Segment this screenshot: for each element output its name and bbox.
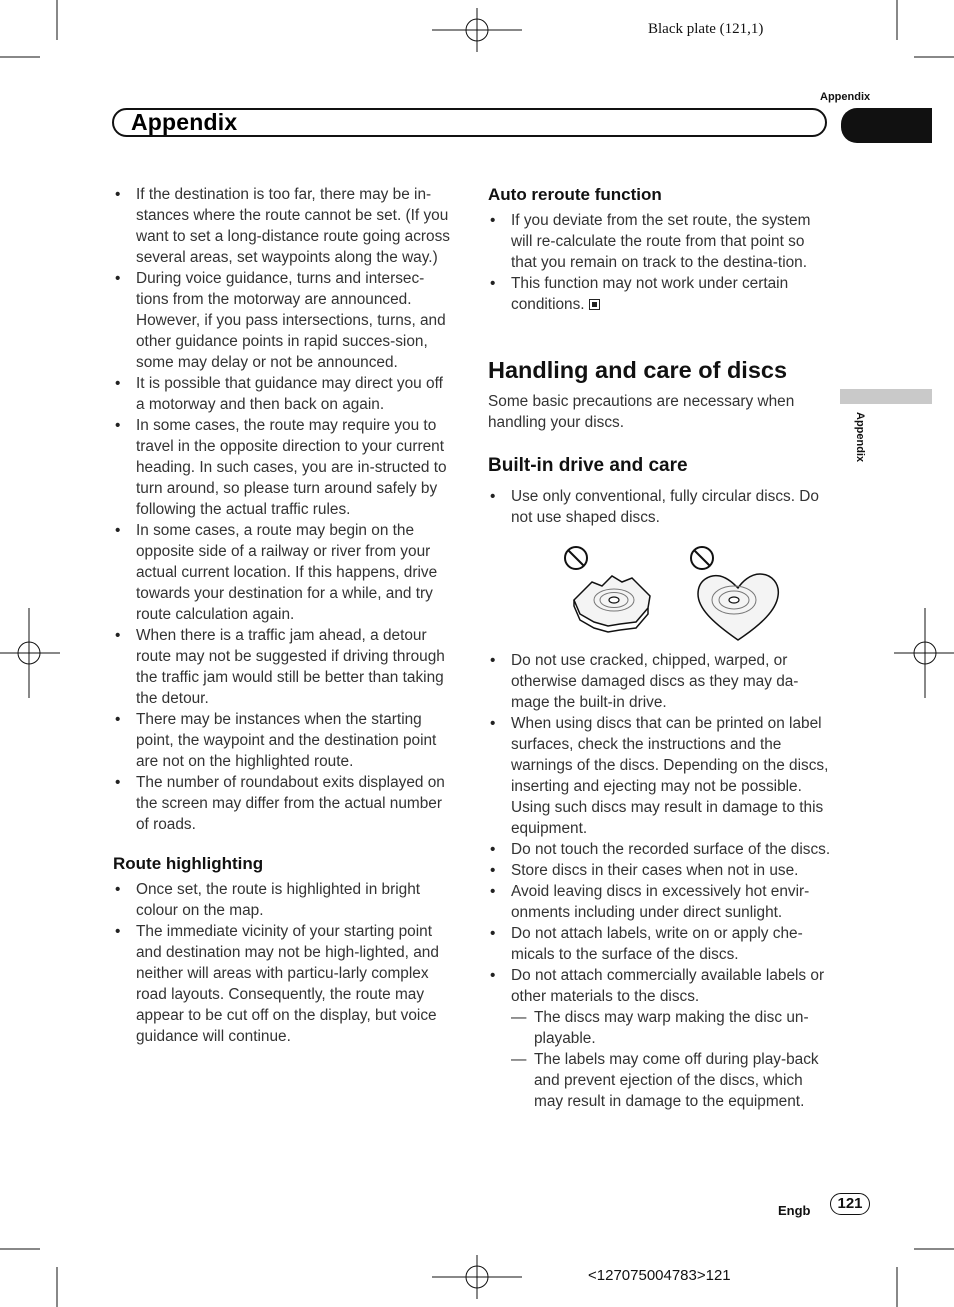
- prohibited-icon: [691, 547, 713, 569]
- destination-notes-list: [113, 184, 455, 835]
- list-item: • When there is a traffic jam ahead, a detour route may not be suggested if driving through the traffic jam would still be better than taking the detour.: [113, 625, 455, 709]
- list-item: • Store discs in their cases when not in use.: [488, 860, 832, 881]
- page-number: 121: [830, 1193, 870, 1215]
- side-tab-label: Appendix: [854, 412, 866, 463]
- sub-list-item: — The labels may come off during play-back and prevent ejection of the discs, which may result in damage to the equipment.: [511, 1049, 832, 1112]
- list-item: • Do not use cracked, chipped, warped, or otherwise damaged discs as they may da-mage the built-in drive.: [488, 650, 832, 713]
- list-item: • When using discs that can be printed on label surfaces, check the instructions and the warnings of the discs. Depending on the discs, inserting and ejecting may not be possible. Using such discs may result in damage to this equipment.: [488, 713, 832, 839]
- side-gray-bar: [840, 389, 932, 404]
- list-item: • There may be instances when the starting point, the waypoint and the destination point are not on the highlighted route.: [113, 709, 455, 772]
- prohibited-icon: [565, 547, 587, 569]
- end-mark-icon: [589, 299, 600, 310]
- list-item: • Once set, the route is highlighted in bright colour on the map.: [113, 879, 455, 921]
- list-item: • Avoid leaving discs in excessively hot envir-onments including under direct sunlight.: [488, 881, 832, 923]
- list-item: • If you deviate from the set route, the system will re-calculate the route from that point so that you remain on track to the destina-tion.: [488, 210, 832, 273]
- registration-mark-icon: [432, 8, 522, 52]
- sub-list-item: — The discs may warp making the disc un-playable.: [511, 1007, 832, 1049]
- disc-illustrations: [488, 528, 832, 650]
- drive-care-list: [488, 650, 832, 1007]
- list-item: • It is possible that guidance may direct you off a motorway and then back on again.: [113, 373, 455, 415]
- list-item: • If the destination is too far, there may be in-stances where the route cannot be set. (If you want to set a long-distance route going across several areas, set waypoints along the way.): [113, 184, 455, 268]
- left-column: [113, 184, 455, 1047]
- section-title: Handling and care of discs: [488, 357, 788, 383]
- auto-reroute-list: [488, 210, 832, 315]
- list-item: • Do not attach commercially available labels or other materials to the discs.: [488, 965, 832, 1007]
- shaped-disc-illustration: [488, 528, 832, 650]
- route-highlighting-list: [113, 879, 455, 1047]
- list-item-text: This function may not work under certain conditions.: [511, 275, 789, 313]
- plate-label: Black plate (121,1): [648, 21, 764, 37]
- list-item: • During voice guidance, turns and intersec-tions from the motorway are announced. However, if you pass intersections, turns, and other guidance points in rapid succes-sion, some may delay or not be announced.: [113, 268, 455, 373]
- list-item: • Do not touch the recorded surface of the discs.: [488, 839, 832, 860]
- list-item: • The immediate vicinity of your starting point and destination may not be high-lighted, and neither will areas with particu-larly complex road layouts. Consequently, the route may appear to be cut off on the display, but voice guidance will continue.: [113, 921, 455, 1047]
- page-title: Appendix: [131, 109, 238, 135]
- list-item: • The number of roundabout exits displayed on the screen may differ from the actual number of roads.: [113, 772, 455, 835]
- built-in-drive-heading: Built-in drive and care: [488, 455, 688, 476]
- header-black-tab: [841, 108, 932, 143]
- heart-disc-icon: [698, 574, 778, 640]
- list-item: • In some cases, the route may require you to travel in the opposite direction to your current heading. In such cases, you are in-structed to turn around, so please turn around safely by following the actual traffic rules.: [113, 415, 455, 520]
- list-item: [488, 273, 832, 315]
- list-item: • In some cases, a route may begin on the opposite side of a railway or river from your actual current location. If this happens, drive towards your destination for a while, and try route calculation again.: [113, 520, 455, 625]
- drive-care-list-first: [488, 486, 832, 528]
- section-intro: Some basic precautions are necessary when handling your discs.: [488, 393, 795, 431]
- language-label: Engb: [778, 1203, 811, 1218]
- auto-reroute-heading: Auto reroute function: [488, 185, 662, 204]
- header-small-label: Appendix: [820, 91, 871, 103]
- list-item: • Use only conventional, fully circular discs. Do not use shaped discs.: [488, 486, 832, 528]
- right-column: [488, 184, 832, 1112]
- footer-code: <127075004783>121: [588, 1267, 731, 1284]
- shaped-disc-icon: [574, 576, 650, 632]
- route-highlighting-heading: Route highlighting: [113, 854, 264, 873]
- list-item: • Do not attach labels, write on or apply che-micals to the surface of the discs.: [488, 923, 832, 965]
